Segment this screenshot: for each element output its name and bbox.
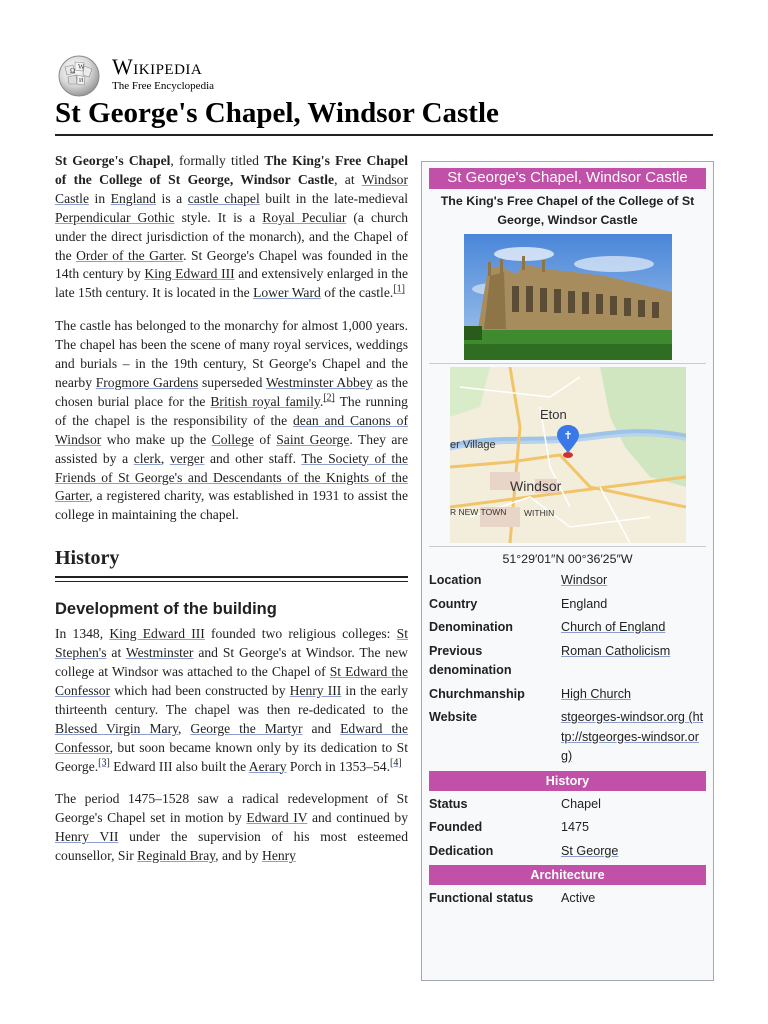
wikipedia-tagline: The Free Encyclopedia bbox=[112, 80, 215, 92]
link-edward-iv[interactable]: Edward IV bbox=[246, 810, 308, 826]
section-divider-thin bbox=[55, 581, 408, 582]
map-label-new-town: R NEW TOWN bbox=[449, 507, 506, 517]
lead-paragraph-1: St George's Chapel, formally titled The King's Free Chapel of the College of St George, Windsor Castle, at Windsor Castle in England is a castle chapel built in the late-medieval Perpendicular Gothic style. It is a Royal Peculiar (a church under the direct jurisdiction of the monarch), and the Chapel of the Order of the Garter. St George's Chapel was founded in the 14th century by King Edward III and extensively enlarged in the late 15th century. It is located in the Lower Ward of the castle.[1] bbox=[55, 153, 409, 301]
map-label-within: WITHIN bbox=[523, 508, 554, 518]
infobox-section-history: History bbox=[429, 771, 706, 791]
coordinates-link[interactable]: 51°29′01″N 00°36′25″W bbox=[502, 552, 633, 566]
reference-3[interactable]: [3] bbox=[98, 757, 110, 769]
infobox-divider bbox=[429, 546, 706, 547]
link-henry-vii[interactable]: Henry VII bbox=[55, 829, 119, 845]
infobox-section-architecture: Architecture bbox=[429, 865, 706, 885]
link-aerary[interactable]: Aerary bbox=[248, 758, 287, 774]
link-st-stephens[interactable]: St Stephen's bbox=[55, 626, 408, 661]
page-title: St George's Chapel, Windsor Castle bbox=[55, 97, 499, 129]
wikipedia-wordmark: Wikipedia bbox=[112, 54, 203, 79]
link-henry-viii[interactable]: Henry bbox=[262, 848, 296, 864]
link-order-of-the-garter[interactable]: Order of the Garter bbox=[76, 247, 184, 263]
svg-text:И: И bbox=[79, 78, 84, 84]
infobox-title: St George's Chapel, Windsor Castle bbox=[429, 168, 706, 189]
link-westminster-abbey[interactable]: Westminster Abbey bbox=[265, 374, 373, 390]
infobox-label: Status bbox=[429, 796, 468, 811]
history-paragraph-1: In 1348, King Edward III founded two religious colleges: St Stephen's at Westminster and St George's at Windsor. The new college at Windsor was attached to the Chapel of St Edward the Confessor which had been constructed by Henry III in the early thirteenth century. The chapel was then re-dedicated to the Blessed Virgin Mary, George the Martyr and Edward the Confessor, but soon became known only by its dedication to St George.[3] Edward III also built the Aerary Porch in 1353–54.[4] bbox=[55, 626, 409, 774]
infobox-label: Location bbox=[429, 573, 482, 587]
location-map[interactable] bbox=[450, 367, 686, 543]
reference-2[interactable]: [2] bbox=[323, 392, 335, 404]
link-england[interactable]: England bbox=[110, 190, 156, 206]
link-westminster[interactable]: Westminster bbox=[125, 645, 194, 661]
link-dean-and-canons[interactable]: dean and Canons of Windsor bbox=[55, 412, 408, 447]
infobox-label: Founded bbox=[429, 820, 483, 834]
link-society-of-friends[interactable]: The Society of the Friends of St George's and Descendants of the Knights of the Garter bbox=[55, 450, 408, 504]
infobox-row-denomination bbox=[422, 618, 713, 638]
link-king-edward-iii[interactable]: King Edward III bbox=[144, 266, 235, 282]
infobox-row-functional-status bbox=[422, 889, 713, 909]
section-heading-history: History bbox=[55, 547, 120, 570]
link-british-royal-family[interactable]: British royal family bbox=[210, 393, 320, 409]
link-george-the-martyr[interactable]: George the Martyr bbox=[190, 720, 303, 736]
link-high-church[interactable]: High Church bbox=[561, 686, 631, 701]
infobox-row-churchmanship bbox=[422, 685, 713, 705]
link-st-george[interactable]: St George bbox=[561, 843, 619, 858]
infobox-row-website bbox=[422, 708, 713, 767]
infobox-label: Country bbox=[429, 596, 478, 611]
link-verger[interactable]: verger bbox=[169, 450, 205, 466]
link-frogmore-gardens[interactable]: Frogmore Gardens bbox=[95, 374, 199, 390]
infobox-value: Active bbox=[561, 891, 596, 905]
infobox-label: Churchmanship bbox=[429, 686, 525, 701]
section-divider bbox=[55, 576, 408, 578]
wikipedia-logo[interactable] bbox=[55, 53, 315, 97]
link-saint-george[interactable]: Saint George bbox=[276, 431, 350, 447]
chapel-photo[interactable] bbox=[464, 234, 672, 360]
infobox-row-status bbox=[422, 795, 713, 815]
link-st-edward-the-confessor[interactable]: St Edward the Confessor bbox=[55, 664, 408, 698]
infobox-label: Dedication bbox=[429, 843, 494, 858]
infobox-label: Previous denomination bbox=[429, 643, 512, 677]
link-location-windsor[interactable]: Windsor bbox=[561, 573, 608, 587]
link-windsor-castle[interactable]: Windsor Castle bbox=[55, 171, 408, 206]
infobox-label: Website bbox=[429, 710, 478, 724]
link-lower-ward[interactable]: Lower Ward bbox=[253, 285, 321, 301]
link-college[interactable]: College bbox=[211, 431, 254, 447]
infobox-label: Functional status bbox=[429, 891, 534, 905]
wikipedia-globe-icon bbox=[55, 53, 103, 97]
infobox-row-location bbox=[422, 571, 713, 591]
infobox-row-dedication bbox=[422, 842, 713, 862]
infobox-row-founded bbox=[422, 818, 713, 838]
link-perpendicular-gothic[interactable]: Perpendicular Gothic bbox=[55, 209, 175, 225]
map-label-windsor: Windsor bbox=[509, 478, 561, 494]
infobox-value: England bbox=[561, 596, 608, 611]
infobox-row-previous-denomination bbox=[422, 642, 713, 681]
svg-text:Ω: Ω bbox=[70, 67, 76, 75]
history-paragraph-2: The period 1475–1528 saw a radical redevelopment of St George's Chapel set in motion by Edward IV and continued by Henry VII under the supervision of his most esteemed counsellor, Sir Reginald Bray, and by Henry bbox=[55, 791, 408, 864]
link-roman-catholicism[interactable]: Roman Catholicism bbox=[561, 643, 671, 658]
reference-1[interactable]: [1] bbox=[393, 283, 405, 295]
title-divider bbox=[55, 134, 713, 136]
link-royal-peculiar[interactable]: Royal Peculiar bbox=[262, 209, 347, 225]
article-body bbox=[55, 152, 408, 880]
subsection-heading-development: Development of the building bbox=[55, 600, 277, 619]
link-clerk[interactable]: clerk bbox=[133, 450, 161, 466]
infobox-label: Denomination bbox=[429, 620, 513, 634]
link-website[interactable]: stgeorges-windsor.org (http://stgeorges-windsor.org) bbox=[561, 710, 704, 763]
subject-name: St George's Chapel bbox=[55, 153, 171, 168]
map-label-village: er Village bbox=[449, 439, 496, 451]
link-blessed-virgin-mary[interactable]: Blessed Virgin Mary bbox=[55, 720, 179, 736]
link-henry-iii[interactable]: Henry III bbox=[289, 682, 342, 698]
infobox-subtitle: The King's Free Chapel of the College of St George, Windsor Castle bbox=[440, 194, 695, 227]
reference-4[interactable]: [4] bbox=[390, 757, 402, 769]
link-edward-the-confessor[interactable]: Edward the Confessor bbox=[55, 720, 408, 755]
link-reginald-bray[interactable]: Reginald Bray bbox=[137, 848, 216, 864]
lead-paragraph-2: The castle has belonged to the monarchy for almost 1,000 years. The chapel has been the scene of many royal services, weddings and burials – in the 19th century, St George's Chapel and the nearby Frogmore Gardens superseded Westminster Abbey as the chosen burial place for the British royal family.[2] The running of the chapel is the responsibility of the dean and Canons of Windsor who make up the College of Saint George. They are assisted by a clerk, verger and other staff. The Society of the Friends of St George's and Descendants of the Knights of the Garter, a registered charity, was established in 1931 to assist the college in maintaining the chapel. bbox=[55, 318, 408, 523]
link-castle-chapel[interactable]: castle chapel bbox=[187, 190, 260, 206]
infobox-divider bbox=[429, 363, 706, 364]
infobox-value: Chapel bbox=[561, 796, 601, 811]
svg-text:✝: ✝ bbox=[562, 429, 573, 442]
link-king-edward-iii-2[interactable]: King Edward III bbox=[109, 626, 205, 642]
infobox-value: 1475 bbox=[561, 820, 590, 834]
infobox bbox=[421, 161, 714, 981]
link-church-of-england[interactable]: Church of England bbox=[561, 620, 666, 634]
svg-text:W: W bbox=[78, 63, 85, 71]
map-label-eton: Eton bbox=[539, 407, 567, 422]
infobox-row-country bbox=[422, 595, 713, 615]
formal-title: The King's Free Chapel of the College of St George, Windsor Castle bbox=[55, 153, 408, 187]
